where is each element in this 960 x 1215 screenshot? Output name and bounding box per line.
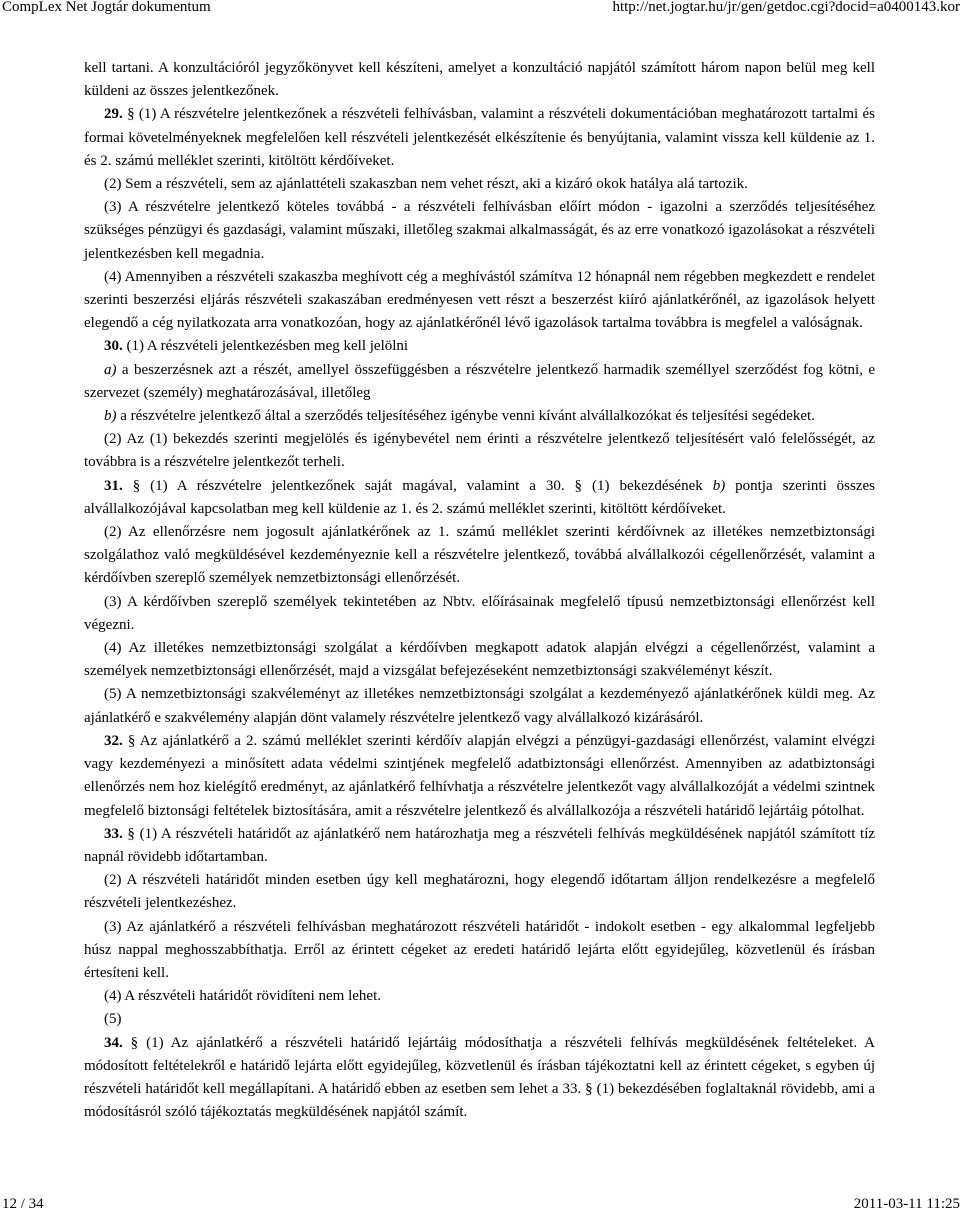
paragraph-section-31: 31. § (1) A részvételre jelentkezőnek saját magával, valamint a 30. § (1) bekezdésének b) pontja szerinti összes alvállalkozójával kapcsolatban meg kell küldenie az 1. és 2. számú melléklet szerinti, kitöltött kérdőíveket.	[84, 477, 876, 517]
section-sign: §	[132, 477, 141, 494]
print-datetime: 2011-03-11 11:25	[853, 1196, 960, 1212]
section-number: 29.	[104, 106, 123, 123]
section-sign: §	[130, 1034, 139, 1051]
section-number: 33.	[104, 825, 123, 842]
paragraph: (2) Az (1) bekezdés szerinti megjelölés és igénybevétel nem érinti a részvételre jelentkező teljesítésért való felelősségét, az továbbra is a részvételre jelentkezőt terheli.	[84, 431, 875, 471]
paragraph-point-b: b) a részvételre jelentkező által a szerződés teljesítéséhez igénybe venni kívánt alvállalkozókat és teljesítési segédeket.	[104, 408, 815, 425]
paragraph: (4) Az illetékes nemzetbiztonsági szolgálat a kérdőívben megkapott adatok alapján elvégzi a cégellenőrzést, valamint a személyek nemzetbiztonsági ellenőrzését, majd a vizsgálat befejezéseként nemzetbiztonsági szakvéleményt készít.	[84, 640, 875, 680]
paragraph-section-34: 34. § (1) Az ajánlatkérő a részvételi határidő lejártáig módosíthatja a részvételi felhívás megküldésének feltételeket. A módosított feltételekről e határidő lejárta előtt egyidejűleg, közvetlenül és írásban tájékoztatni kell az érintett cégeket, s egyben új részvételi határidőt kell megállapítani. A határidő ebben az esetben sem lehet a 33. § (1) bekezdésében foglaltaknál rövidebb, ami a módosításról szóló tájékoztatás megküldésének napjától számít.	[84, 1034, 876, 1121]
section-number: 32.	[104, 732, 123, 749]
point-letter: b)	[712, 477, 726, 494]
paragraph-section-33: 33. § (1) A részvételi határidőt az ajánlatkérő nem határozhatja meg a részvételi felhívás megküldésének napjától számított tíz napnál rövidebb időtartamban.	[84, 825, 876, 865]
paragraph: (3) A részvételre jelentkező köteles továbbá - a részvételi felhívásban előírt módon - igazolni a szerződés teljesítéséhez szükséges pénzügyi és gazdasági, valamint műszaki, illetőleg szakmai alkalmasságát, és az erre vonatkozó igazolásokat a részvételi jelentkezésben kell megadnia.	[84, 199, 875, 262]
paragraph: (2) Sem a részvételi, sem az ajánlattételi szakaszban nem vehet részt, aki a kizáró okok hatálya alá tartozik.	[104, 176, 748, 193]
section-sign: §	[127, 732, 136, 749]
section-number: 30.	[104, 338, 123, 355]
paragraph: (3) Az ajánlatkérő a részvételi felhívásban meghatározott részvételi határidőt - indokolt esetben - egy alkalommal legfeljebb húsz nappal meghosszabbíthatja. Erről az érintett cégeket az eredeti határidő lejárta előtt egyidejűleg, közvetlenül és írásban értesíteni kell.	[84, 918, 875, 981]
paragraph: (5) A nemzetbiztonsági szakvéleményt az illetékes nemzetbiztonsági szolgálat a kezdeményező ajánlatkérőnek küldi meg. Az ajánlatkérő e szakvélemény alapján dönt valamely részvételre jelentkező vagy alvállalkozó kizárásáról.	[84, 686, 875, 726]
paragraph: kell tartani. A konzultációról jegyzőkönyvet kell készíteni, amelyet a konzultáció napjától számított három napon belül meg kell küldeni az összes jelentkezőnek.	[84, 60, 875, 100]
paragraph-section-29: 29. § (1) A részvételre jelentkezőnek a részvételi felhívásban, valamint a részvételi dokumentációban meghatározott tartalmi és formai követelményeknek megfelelően kell részvételi jelentkezését elkészítenie és benyújtania, valamint vissza kell küldenie az 1. és 2. számú melléklet szerinti, kitöltött kérdőíveket.	[84, 106, 876, 169]
paragraph: (2) Az ellenőrzésre nem jogosult ajánlatkérőnek az 1. számú melléklet szerinti kérdőívnek az illetékes nemzetbiztonsági szolgálathoz való megküldésével kezdeményeznie kell a részvételre jelentkező, továbbá alvállalkozói cégellenőrzését, valamint a kérdőívben szereplő személyek nemzetbiztonsági ellenőrzését.	[84, 524, 875, 587]
paragraph: (4) A részvételi határidőt rövidíteni nem lehet.	[104, 988, 381, 1005]
point-letter: b)	[104, 408, 117, 425]
paragraph-section-30: 30. (1) A részvételi jelentkezésben meg kell jelölni	[104, 338, 409, 355]
paragraph: (3) A kérdőívben szereplő személyek tekintetében az Nbtv. előírásainak megfelelő típusú nemzetbiztonsági ellenőrzést kell végezni.	[84, 593, 875, 633]
document-title: CompLex Net Jogtár dokumentum	[2, 0, 211, 15]
point-letter: a)	[104, 361, 117, 378]
paragraph: (2) A részvételi határidőt minden esetben úgy kell meghatározni, hogy elegendő időtartam álljon rendelkezésre a megfelelő részvételi jelentkezéshez.	[84, 872, 875, 912]
document-body	[84, 57, 875, 1124]
paragraph: (5)	[104, 1011, 122, 1028]
section-sign: §	[127, 106, 135, 123]
browser-print-footer	[0, 1194, 960, 1214]
document-url: http://net.jogtar.hu/jr/gen/getdoc.cgi?docid=a0400143.kor	[612, 0, 960, 15]
paragraph-section-32: 32. § Az ajánlatkérő a 2. számú melléklet szerinti kérdőív alapján elvégzi a pénzügyi-gazdasági ellenőrzést, valamint elvégzi vagy kezdeményezi a minősített adata védelmi szintjének megfelelő adatbiztonsági ellenőrzést. Amennyiben az adatbiztonsági ellenőrzés nem hoz kielégítő eredményt, az ajánlatkérő felhívhatja a részvételre jelentkezőt vagy alvállalkozóját a védelmi szintnek megfelelő biztonsági feltételek biztosítására, amit a részvételre jelentkező és alvállalkozója a részvételi határidő lejártáig pótolhat.	[84, 732, 876, 819]
section-sign: §	[127, 825, 135, 842]
browser-print-header	[0, 0, 960, 15]
section-number: 31.	[104, 477, 123, 494]
paragraph-point-a: a) a beszerzésnek azt a részét, amellyel összefüggésben a részvételre jelentkező harmadik személlyel szerződést fog kötni, e szervezet (személy) meghatározásával, illetőleg	[84, 361, 876, 401]
page-number: 12 / 34	[2, 1196, 44, 1212]
paragraph: (4) Amennyiben a részvételi szakaszba meghívott cég a meghívástól számítva 12 hónapnál nem régebben megkezdett e rendelet szerinti beszerzési eljárás részvételi szakaszában eredményesen vett részt a beszerzést kiíró ajánlatkérőnél, az igazolások helyett elegendő a cég nyilatkozata arra vonatkozóan, hogy az ajánlatkérőnél lévő igazolások tartalma továbbra is megfelel a valóságnak.	[84, 268, 875, 332]
section-number: 34.	[104, 1034, 123, 1051]
